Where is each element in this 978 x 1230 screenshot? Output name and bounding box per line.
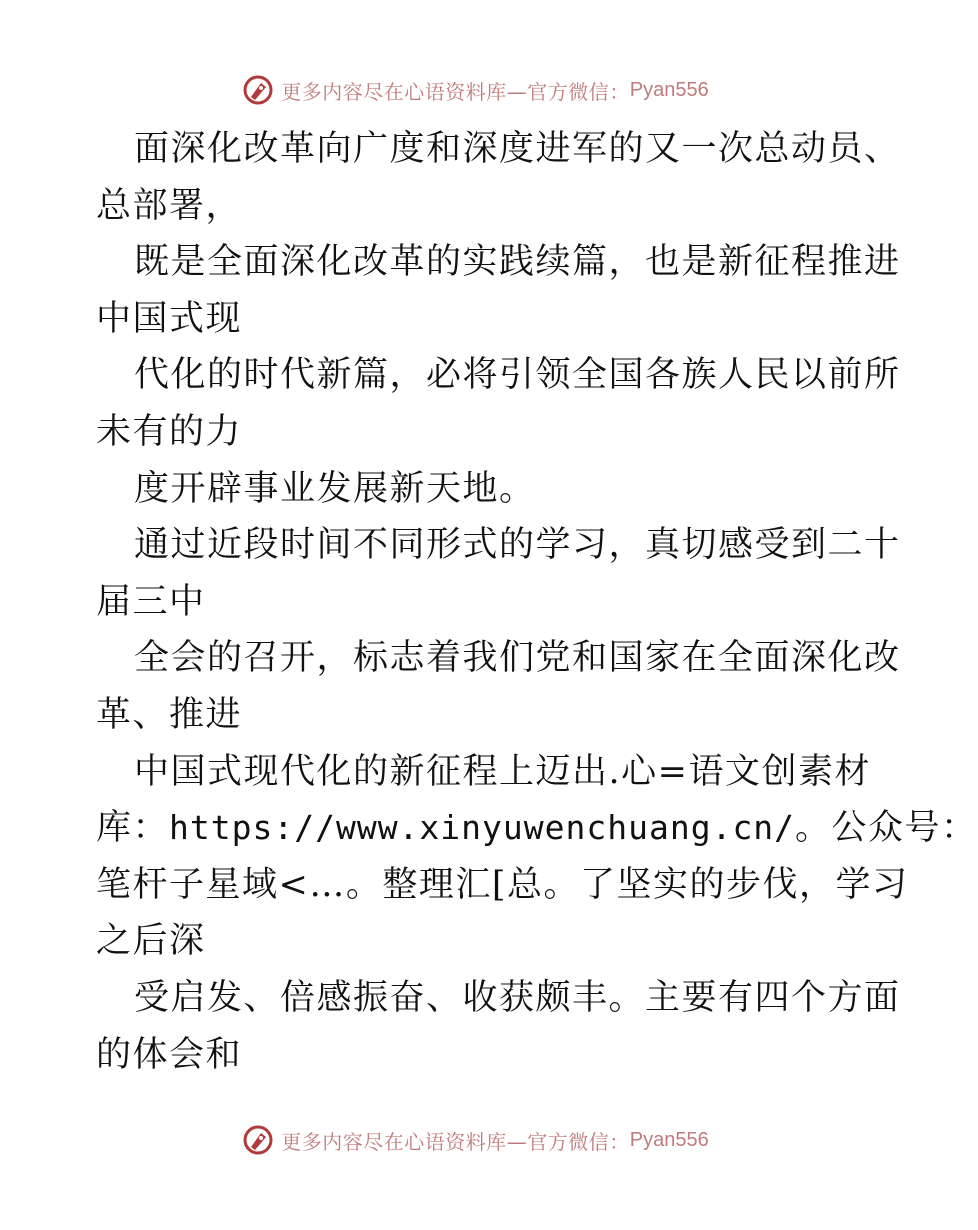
footer-wechat-id: Pyan556 <box>629 1128 709 1151</box>
paragraph-line: 中国式现代化的新征程上迈出.心=语文创素材 <box>134 751 871 792</box>
header-banner <box>0 70 950 110</box>
document-body <box>96 121 978 1083</box>
paragraph-line: 全会的召开，标志着我们党和国家在全面深化改 <box>134 638 901 679</box>
paragraph-line: 受启发、倍感振奋、收获颇丰。主要有四个方面 <box>134 977 901 1018</box>
paragraph-line: 通过近段时间不同形式的学习，真切感受到二十 <box>134 525 901 566</box>
library-prefix: 库： <box>96 808 170 849</box>
footer-banner-text: 更多内容尽在心语资料库—官方微信： <box>281 1129 630 1154</box>
pen-nib-logo-icon <box>241 73 275 107</box>
paragraph-line: 代化的时代新篇，必将引领全国各族人民以前所 <box>134 355 901 396</box>
footer-banner <box>0 1120 950 1160</box>
paragraph-line: 既是全面深化改革的实践续篇，也是新征程推进 <box>134 242 901 283</box>
pen-nib-logo-icon <box>241 1123 275 1157</box>
url-line <box>96 800 978 857</box>
paragraph-line: 革、推进 <box>96 694 243 735</box>
paragraph-line: 度开辟事业发展新天地。 <box>134 468 536 509</box>
website-link[interactable]: https://www.xinyuwenchuang.cn/ <box>169 808 796 848</box>
header-banner-text: 更多内容尽在心语资料库—官方微信： <box>281 79 630 104</box>
paragraph-line: 面深化改革向广度和深度进军的又一次总动员、 <box>134 129 901 169</box>
paragraph-line: 之后深 <box>96 921 206 962</box>
paragraph-line: 未有的力 <box>96 411 243 452</box>
paragraph-line: 届三中 <box>96 581 206 622</box>
official-account-label: 。公众号： <box>795 808 978 849</box>
header-wechat-id: Pyan556 <box>629 78 709 101</box>
paragraph-line: 笔杆子星域<…。整理汇[总。了坚实的步伐，学习 <box>96 864 909 905</box>
paragraph-line: 中国式现 <box>96 298 243 339</box>
paragraph-line: 的体会和 <box>96 1034 243 1075</box>
paragraph-line: 总部署， <box>96 185 243 226</box>
